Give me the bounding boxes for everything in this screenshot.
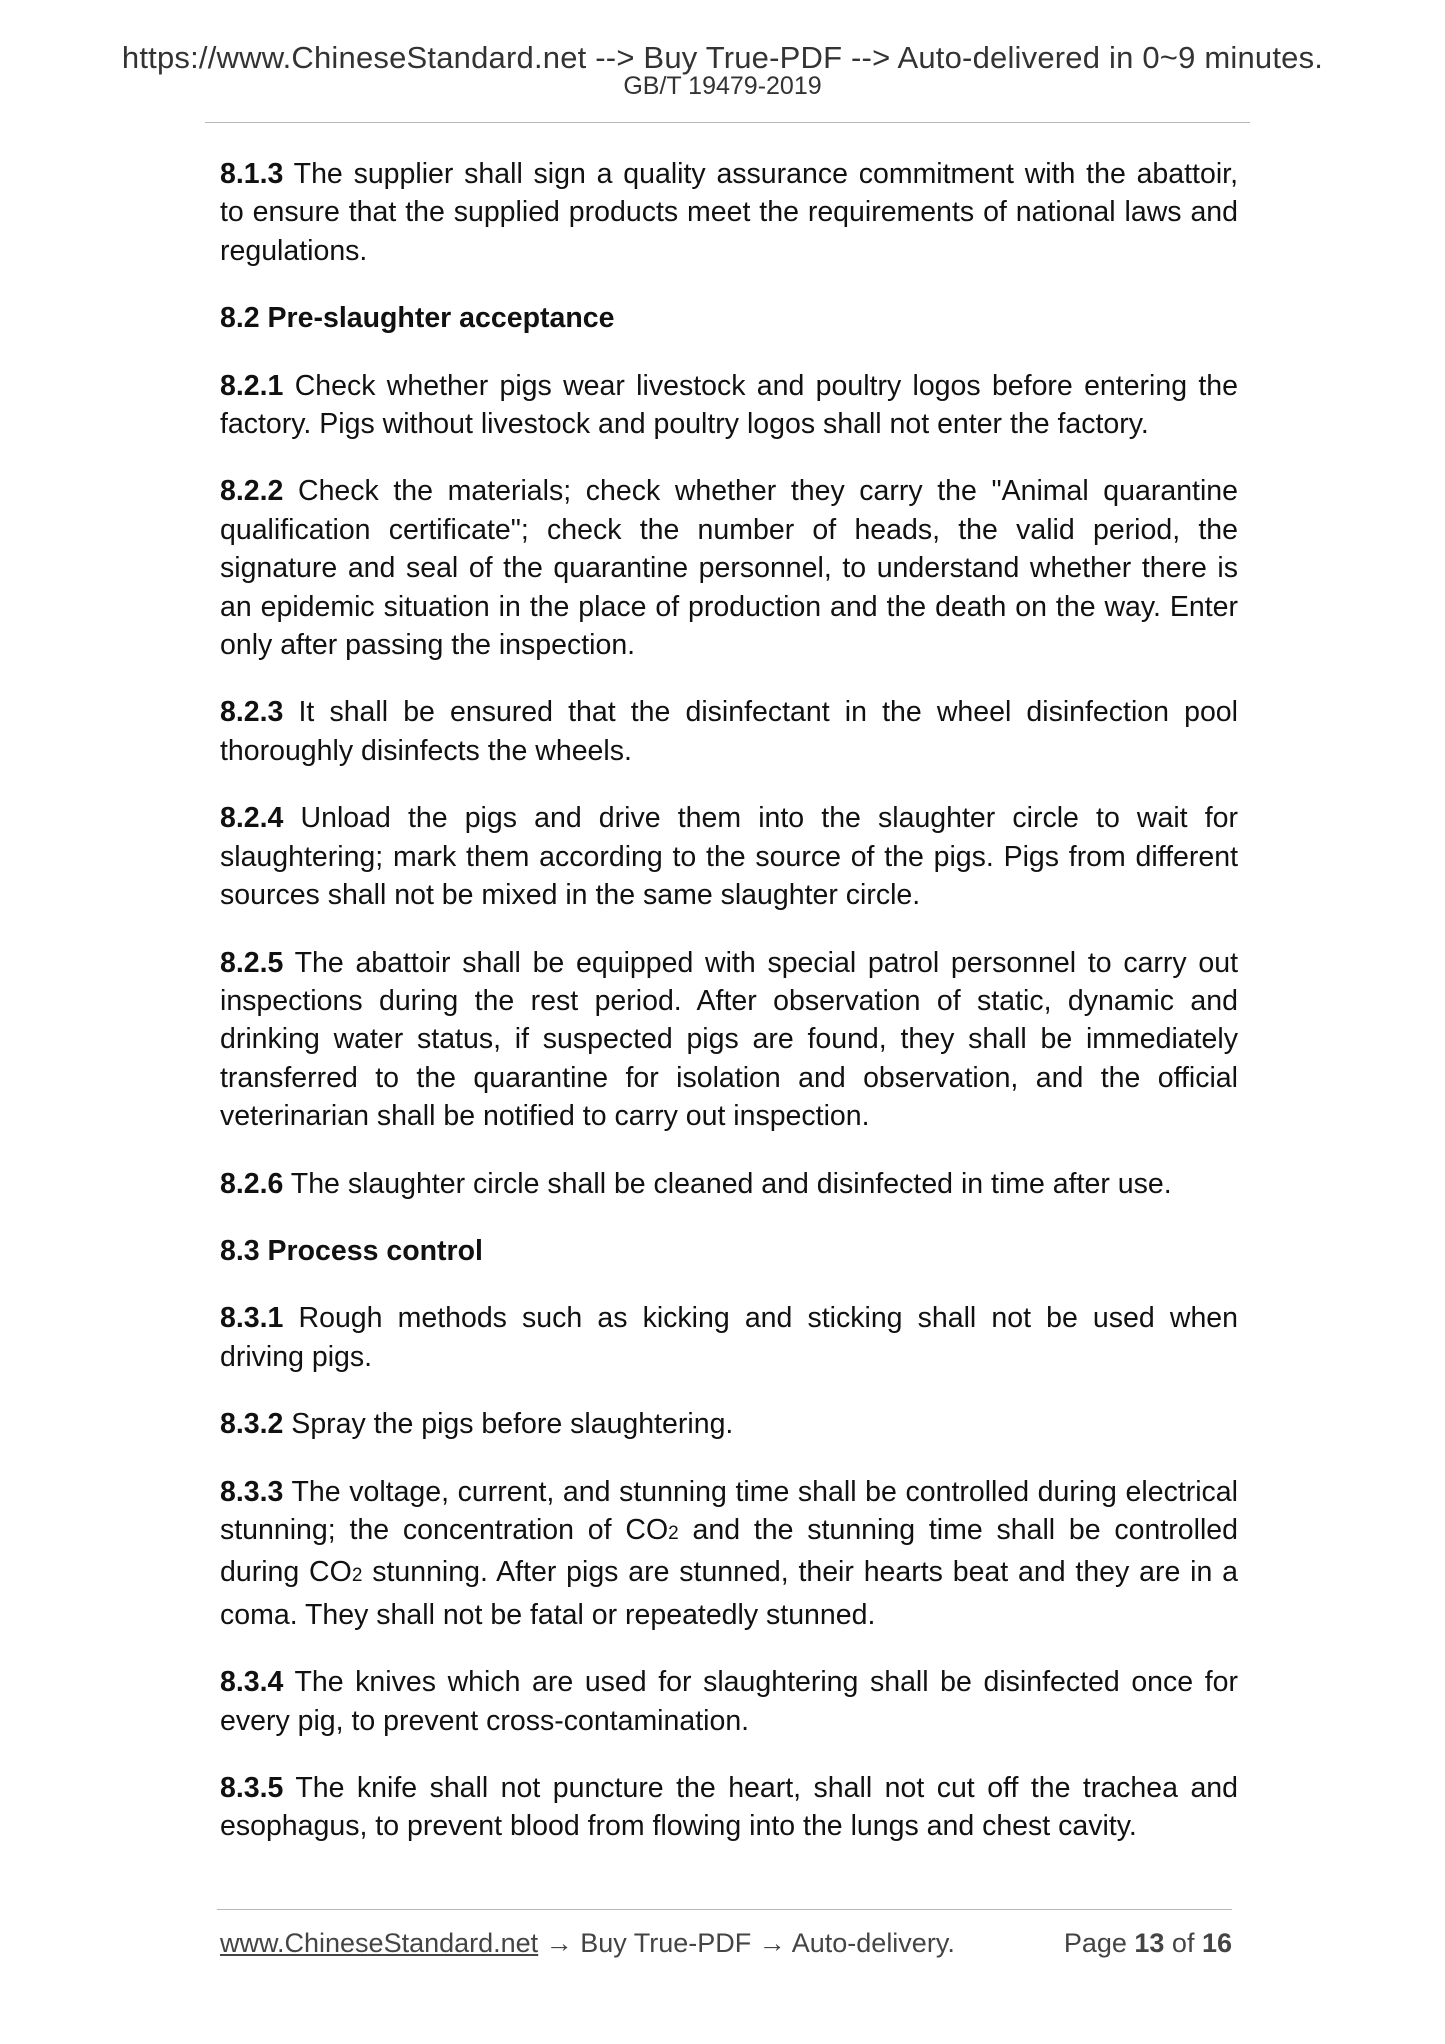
clause-text: The voltage, current, and stunning time shall be controlled during electrical stunning; the concentration of CO [220,1475,1238,1546]
clause-text: Check whether pigs wear livestock and poultry logos before entering the factory. Pigs without livestock and poultry logos shall not enter the factory. [220,369,1238,441]
clause-text: Rough methods such as kicking and sticking shall not be used when driving pigs. [220,1302,1238,1373]
page-indicator [1064,1928,1232,1959]
clause-8-3-2 [220,1405,1238,1443]
clause-number: 8.2.2 [220,475,284,508]
clause-8-3-1 [220,1299,1238,1376]
clause-number: 8.2.3 [220,696,284,729]
clause-text: and the stunning time shall be controlled during CO [220,1513,1238,1589]
clause-text: stunning. After pigs are stunned, their hearts beat and they are in a coma. They shall not be fatal or repeatedly stunned. [220,1556,1238,1631]
page-label: Page [1063,1928,1135,1958]
footer-left [220,1928,955,1959]
clause-8-2-2 [220,472,1238,664]
clause-number: 8.3.3 [220,1475,284,1508]
clause-text: The knife shall not puncture the heart, shall not cut off the trachea and esophagus, to prevent blood from flowing into the lungs and chest cavity. [220,1772,1238,1843]
subscript: 2 [351,1565,363,1587]
clause-8-3-4 [220,1663,1238,1740]
clause-text: The knives which are used for slaughtering shall be disinfected once for every pig, to prevent cross-contamination. [220,1666,1238,1737]
clause-8-3-5 [220,1769,1238,1846]
subscript: 2 [668,1522,679,1544]
clause-number: 8.2.5 [220,946,284,979]
clause-number: 8.1.3 [220,158,284,190]
footer-divider [217,1909,1232,1910]
clause-8-2-3 [220,693,1238,770]
clause-number: 8.3.5 [220,1772,284,1804]
clause-text: The supplier shall sign a quality assurance commitment with the abattoir, to ensure that the supplied products meet the requirements of national laws and regulations. [220,158,1238,267]
page-total: 16 [1201,1928,1232,1958]
clause-text: It shall be ensured that the disinfectant in the wheel disinfection pool thoroughly disinfects the wheels. [220,696,1238,767]
page-number: 13 [1134,1928,1165,1958]
clause-text: The abattoir shall be equipped with special patrol personnel to carry out inspections during the rest period. After observation of static, dynamic and drinking water status, if suspected pigs are found, they shall be immediately transferred to the quarantine for isolation and observation, and the official veterinarian shall be notified to carry out inspection. [220,946,1238,1133]
clause-number: 8.3.1 [220,1302,284,1335]
top-banner: https://www.ChineseStandard.net --> Buy True-PDF --> Auto-delivered in 0~9 minutes. [121,40,1324,75]
footer-tagline: → Buy True-PDF → Auto-delivery. [538,1928,955,1958]
clause-8-2-6 [220,1165,1238,1203]
document-code: GB/T 19479-2019 [623,72,822,100]
clause-8-3-3 [220,1473,1238,1635]
clause-text: Spray the pigs before slaughtering. [283,1408,734,1441]
clause-text: Unload the pigs and drive them into the slaughter circle to wait for slaughtering; mark them according to the source of the pigs. Pigs from different sources shall not be mixed in the same slaughter circle. [220,802,1238,912]
section-heading-8-2: 8.2 Pre-slaughter acceptance [220,302,615,335]
clause-text: Check the materials; check whether they carry the "Animal quarantine qualification certificate"; check the number of heads, the valid period, the signature and seal of the quarantine personnel, to understand whether there is an epidemic situation in the place of production and the death on the way. Enter only after passing the inspection. [220,475,1238,662]
clause-number: 8.3.4 [220,1666,284,1699]
footer-site-link[interactable]: www.ChineseStandard.net [220,1928,539,1958]
clause-8-2-5 [220,944,1238,1136]
header-divider [205,122,1250,123]
clause-8-2-4 [220,799,1238,914]
clause-number: 8.3.2 [220,1408,284,1441]
page-of-label: of [1164,1928,1202,1958]
clause-number: 8.2.1 [220,369,284,402]
section-heading-8-3: 8.3 Process control [220,1234,483,1267]
clause-number: 8.2.6 [220,1167,284,1200]
clause-8-2-1 [220,367,1238,444]
clause-number: 8.2.4 [220,802,284,835]
clause-8-1-3 [220,155,1238,270]
clause-text: The slaughter circle shall be cleaned and disinfected in time after use. [283,1167,1172,1200]
page-body [220,155,1238,1875]
